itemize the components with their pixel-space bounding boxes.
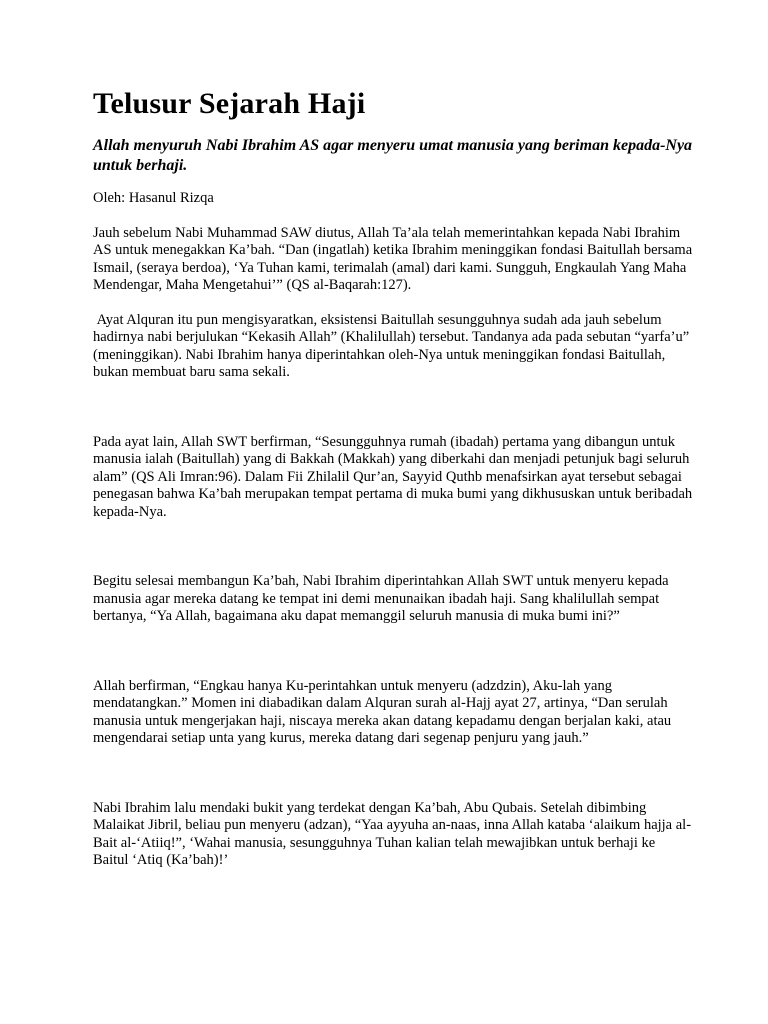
paragraph-5: Allah berfirman, “Engkau hanya Ku-perintahkan untuk menyeru (adzdzin), Aku-lah yang mendatangkan.” Momen ini diabadikan dalam Alquran surah al-Hajj ayat 27, artinya, “Dan serulah manusia untuk mengerjakan haji, niscaya mereka akan datang kepadamu dengan berjalan kaki, atau mengendarai setiap unta yang kurus, mereka datang dari segenap penjuru yang jauh.”	[93, 677, 672, 746]
paragraph-gap	[93, 626, 693, 678]
paragraph-1: Jauh sebelum Nabi Muhammad SAW diutus, Allah Ta’ala telah memerintahkan kepada Nabi Ibrahim AS untuk menegakkan Ka’bah. “Dan (ingatlah) ketika Ibrahim meninggikan fondasi Baitullah bersama Ismail, (seraya berdoa), ‘Ya Tuhan kami, terimalah (amal) dari kami. Sungguh, Engkaulah Yang Maha Mendengar, Maha Mengetahui’” (QS al-Baqarah:127).	[93, 224, 693, 293]
paragraph-gap	[93, 295, 693, 312]
article-title: Telusur Sejarah Haji	[93, 87, 366, 120]
paragraph-2: Ayat Alquran itu pun mengisyaratkan, eksistensi Baitullah sesungguhnya sudah ada jauh sebelum hadirnya nabi berjulukan “Kekasih Allah” (Khalilullah) tersebut. Tandanya ada pada sebutan “yarfa’u” (meninggikan). Nabi Ibrahim hanya diperintahkan oleh-Nya untuk meninggikan fondasi Baitullah, bukan membuat baru sama sekali.	[93, 311, 693, 380]
paragraph-3: Pada ayat lain, Allah SWT berfirman, “Sesungguhnya rumah (ibadah) pertama yang dibangun untuk manusia ialah (Baitullah) yang di Bakkah (Makkah) yang diberkahi dan menjadi petunjuk bagi seluruh alam” (QS Ali Imran:96). Dalam Fii Zhilalil Qur’an, Sayyid Quthb menafsirkan ayat tersebut sebagai penegasan bahwa Ka’bah merupakan tempat pertama di muka bumi yang dikhususkan untuk beribadah kepada-Nya.	[93, 433, 693, 520]
paragraph-gap	[93, 521, 693, 573]
paragraph-gap	[93, 382, 693, 434]
paragraph-6: Nabi Ibrahim lalu mendaki bukit yang terdekat dengan Ka’bah, Abu Qubais. Setelah dibimbing Malaikat Jibril, beliau pun menyeru (adzan), “Yaa ayyuha an-naas, inna Allah kataba ‘alaikum hajja al-Bait al-‘Atiiq!”, ‘Wahai manusia, sesungguhnya Tuhan kalian telah mewajibkan untuk berhaji ke Baitul ‘Atiq (Ka’bah)!’	[93, 799, 692, 868]
paragraph-4: Begitu selesai membangun Ka’bah, Nabi Ibrahim diperintahkan Allah SWT untuk menyeru kepada manusia agar mereka datang ke tempat ini demi menunaikan ibadah haji. Sang khalilullah sempat bertanya, “Ya Allah, bagaimana aku dapat memanggil seluruh manusia di muka bumi ini?”	[93, 573, 669, 624]
article-subtitle: Allah menyuruh Nabi Ibrahim AS agar menyeru umat manusia yang beriman kepada-Nya untuk berhaji.	[93, 137, 693, 174]
paragraph-gap	[93, 748, 693, 800]
document-page	[93, 86, 693, 870]
article-author: Oleh: Hasanul Rizqa	[93, 190, 214, 206]
